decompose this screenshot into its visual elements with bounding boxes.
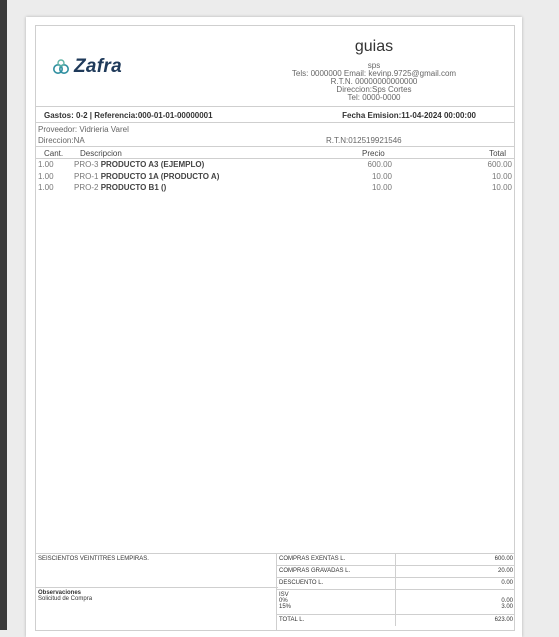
totals-row xyxy=(277,578,515,590)
company-logo xyxy=(52,56,122,78)
item-precio: 600.00 xyxy=(367,160,392,169)
total-label: TOTAL L. xyxy=(279,617,305,623)
logo-icon xyxy=(52,58,72,76)
gravadas-value: 20.00 xyxy=(497,568,513,574)
table-row xyxy=(36,159,514,171)
reference-bar xyxy=(36,107,514,123)
company-line: Tel: 0000-0000 xyxy=(347,93,401,102)
amount-in-words: SEISCIENTOS VEINTITRES LEMPIRAS. xyxy=(38,556,149,562)
provider-address: Direccion:NA xyxy=(38,136,85,145)
observations-title: Observaciones xyxy=(38,590,82,596)
logo-wordmark: Zafra xyxy=(74,56,122,77)
issue-date: Fecha Emision:11-04-2024 00:00:00 xyxy=(342,111,476,120)
item-desc: PRO-1 PRODUCTO 1A (PRODUCTO A) xyxy=(74,171,220,181)
totals-row xyxy=(277,615,515,626)
totals-row xyxy=(277,566,515,578)
col-total: Total xyxy=(489,149,506,158)
observations xyxy=(36,587,278,604)
isv-values: 0.00 3.00 xyxy=(501,598,513,610)
provider-name: Proveedor: Vidrieria Varel xyxy=(38,125,129,134)
totals-row xyxy=(277,554,515,566)
company-line: Tels: 0000000 Email: kevinp.9725@gmail.com xyxy=(291,69,457,78)
document-title: guias xyxy=(354,38,394,55)
invoice-header xyxy=(36,26,514,107)
item-precio: 10.00 xyxy=(371,183,392,192)
provider-section xyxy=(36,124,514,147)
item-total: 10.00 xyxy=(491,171,512,181)
item-total: 10.00 xyxy=(491,183,512,192)
gastos-reference: Gastos: 0-2 | Referencia:000-01-01-00000001 xyxy=(44,111,213,120)
table-row xyxy=(36,182,514,194)
company-line: Direccion:Sps Cortes xyxy=(336,85,412,94)
isv-labels: ISV 0% 15% xyxy=(279,592,292,610)
total-value: 623.00 xyxy=(494,617,513,623)
exentas-value: 600.00 xyxy=(494,556,513,562)
item-cant: 1.00 xyxy=(38,183,54,192)
viewer-left-edge xyxy=(0,0,7,630)
col-desc: Descripcion xyxy=(80,149,122,158)
exentas-label: COMPRAS EXENTAS L. xyxy=(279,556,346,562)
item-cant: 1.00 xyxy=(38,160,54,169)
company-info xyxy=(254,38,494,102)
item-desc: PRO-3 PRODUCTO A3 (EJEMPLO) xyxy=(74,160,205,169)
document-page xyxy=(26,17,522,637)
provider-rtn: R.T.N:012519921546 xyxy=(326,136,402,145)
descuento-value: 0.00 xyxy=(501,580,513,586)
item-cant: 1.00 xyxy=(38,171,54,181)
items-table-body xyxy=(36,159,514,194)
totals-table xyxy=(276,554,515,631)
invoice-footer xyxy=(36,553,514,631)
company-line: R.T.N. 00000000000000 xyxy=(330,77,418,86)
descuento-label: DESCUENTO L. xyxy=(279,580,324,586)
invoice-frame xyxy=(35,25,515,631)
observations-text: Solicitud de Compra xyxy=(38,596,93,602)
col-cant: Cant. xyxy=(44,149,64,158)
col-precio: Precio xyxy=(362,149,385,158)
table-row xyxy=(36,171,514,183)
item-total: 600.00 xyxy=(487,160,512,169)
items-table-header xyxy=(36,147,514,159)
item-precio: 10.00 xyxy=(371,171,392,181)
company-line: sps xyxy=(367,61,381,70)
totals-row xyxy=(277,590,515,615)
gravadas-label: COMPRAS GRAVADAS L. xyxy=(279,568,351,574)
item-desc: PRO-2 PRODUCTO B1 () xyxy=(74,183,167,192)
